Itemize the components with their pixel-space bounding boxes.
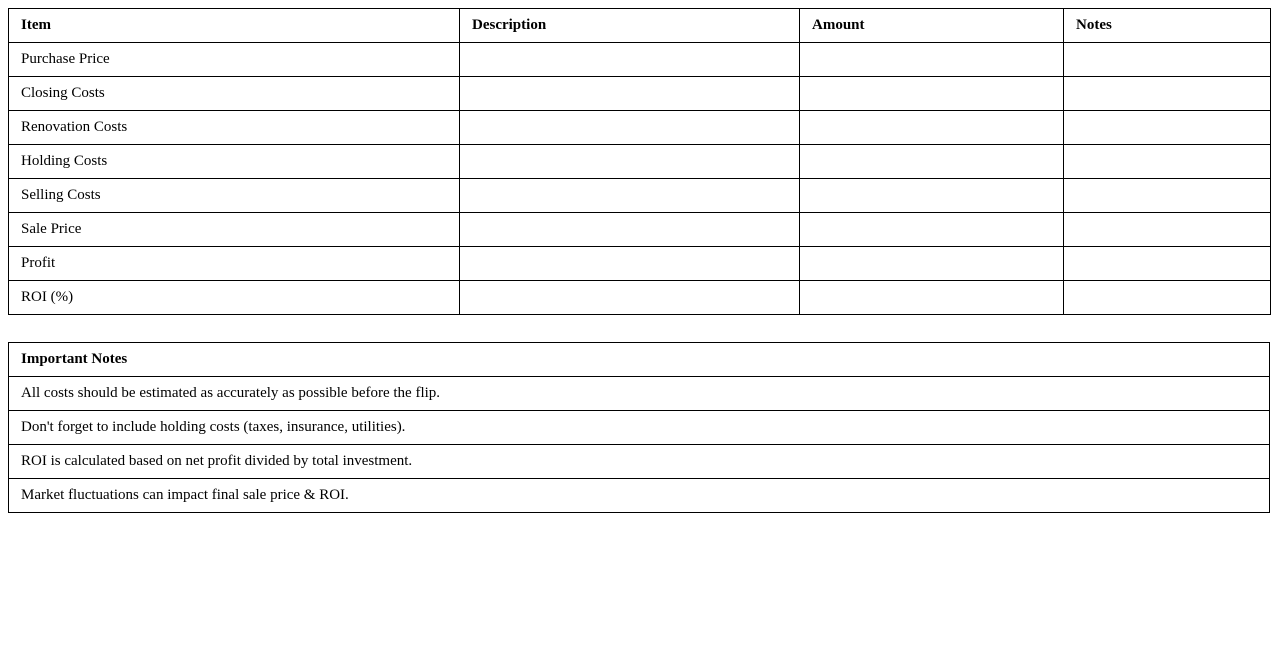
description-cell [460,43,800,77]
note-text: Don't forget to include holding costs (taxes, insurance, utilities). [9,411,1270,445]
header-description: Description [460,9,800,43]
list-item [9,445,1270,479]
item-cell: ROI (%) [9,281,460,315]
list-item [9,479,1270,513]
description-cell [460,281,800,315]
amount-cell [800,281,1064,315]
description-cell [460,179,800,213]
notes-cell [1064,77,1271,111]
table-row [9,247,1271,281]
table-row [9,213,1271,247]
header-item: Item [9,9,460,43]
item-cell: Selling Costs [9,179,460,213]
item-cell: Profit [9,247,460,281]
amount-cell [800,77,1064,111]
table-row [9,179,1271,213]
amount-cell [800,111,1064,145]
description-cell [460,77,800,111]
notes-header-row [9,343,1270,377]
amount-cell [800,213,1064,247]
amount-cell [800,179,1064,213]
list-item [9,411,1270,445]
table-row [9,145,1271,179]
item-cell: Purchase Price [9,43,460,77]
note-text: ROI is calculated based on net profit divided by total investment. [9,445,1270,479]
description-cell [460,247,800,281]
item-cell: Closing Costs [9,77,460,111]
table-row [9,43,1271,77]
item-cell: Sale Price [9,213,460,247]
notes-cell [1064,43,1271,77]
header-amount: Amount [800,9,1064,43]
description-cell [460,145,800,179]
amount-cell [800,145,1064,179]
note-text: Market fluctuations can impact final sale price & ROI. [9,479,1270,513]
table-row [9,77,1271,111]
notes-header: Important Notes [9,343,1270,377]
table-row [9,281,1271,315]
notes-cell [1064,179,1271,213]
header-notes: Notes [1064,9,1271,43]
notes-cell [1064,145,1271,179]
table-row [9,111,1271,145]
list-item [9,377,1270,411]
item-cell: Renovation Costs [9,111,460,145]
note-text: All costs should be estimated as accurately as possible before the flip. [9,377,1270,411]
amount-cell [800,247,1064,281]
table-header-row [9,9,1271,43]
notes-cell [1064,213,1271,247]
amount-cell [800,43,1064,77]
description-cell [460,213,800,247]
cost-breakdown-table [8,8,1271,315]
notes-cell [1064,247,1271,281]
notes-cell [1064,281,1271,315]
notes-cell [1064,111,1271,145]
description-cell [460,111,800,145]
item-cell: Holding Costs [9,145,460,179]
important-notes-table [8,342,1270,513]
